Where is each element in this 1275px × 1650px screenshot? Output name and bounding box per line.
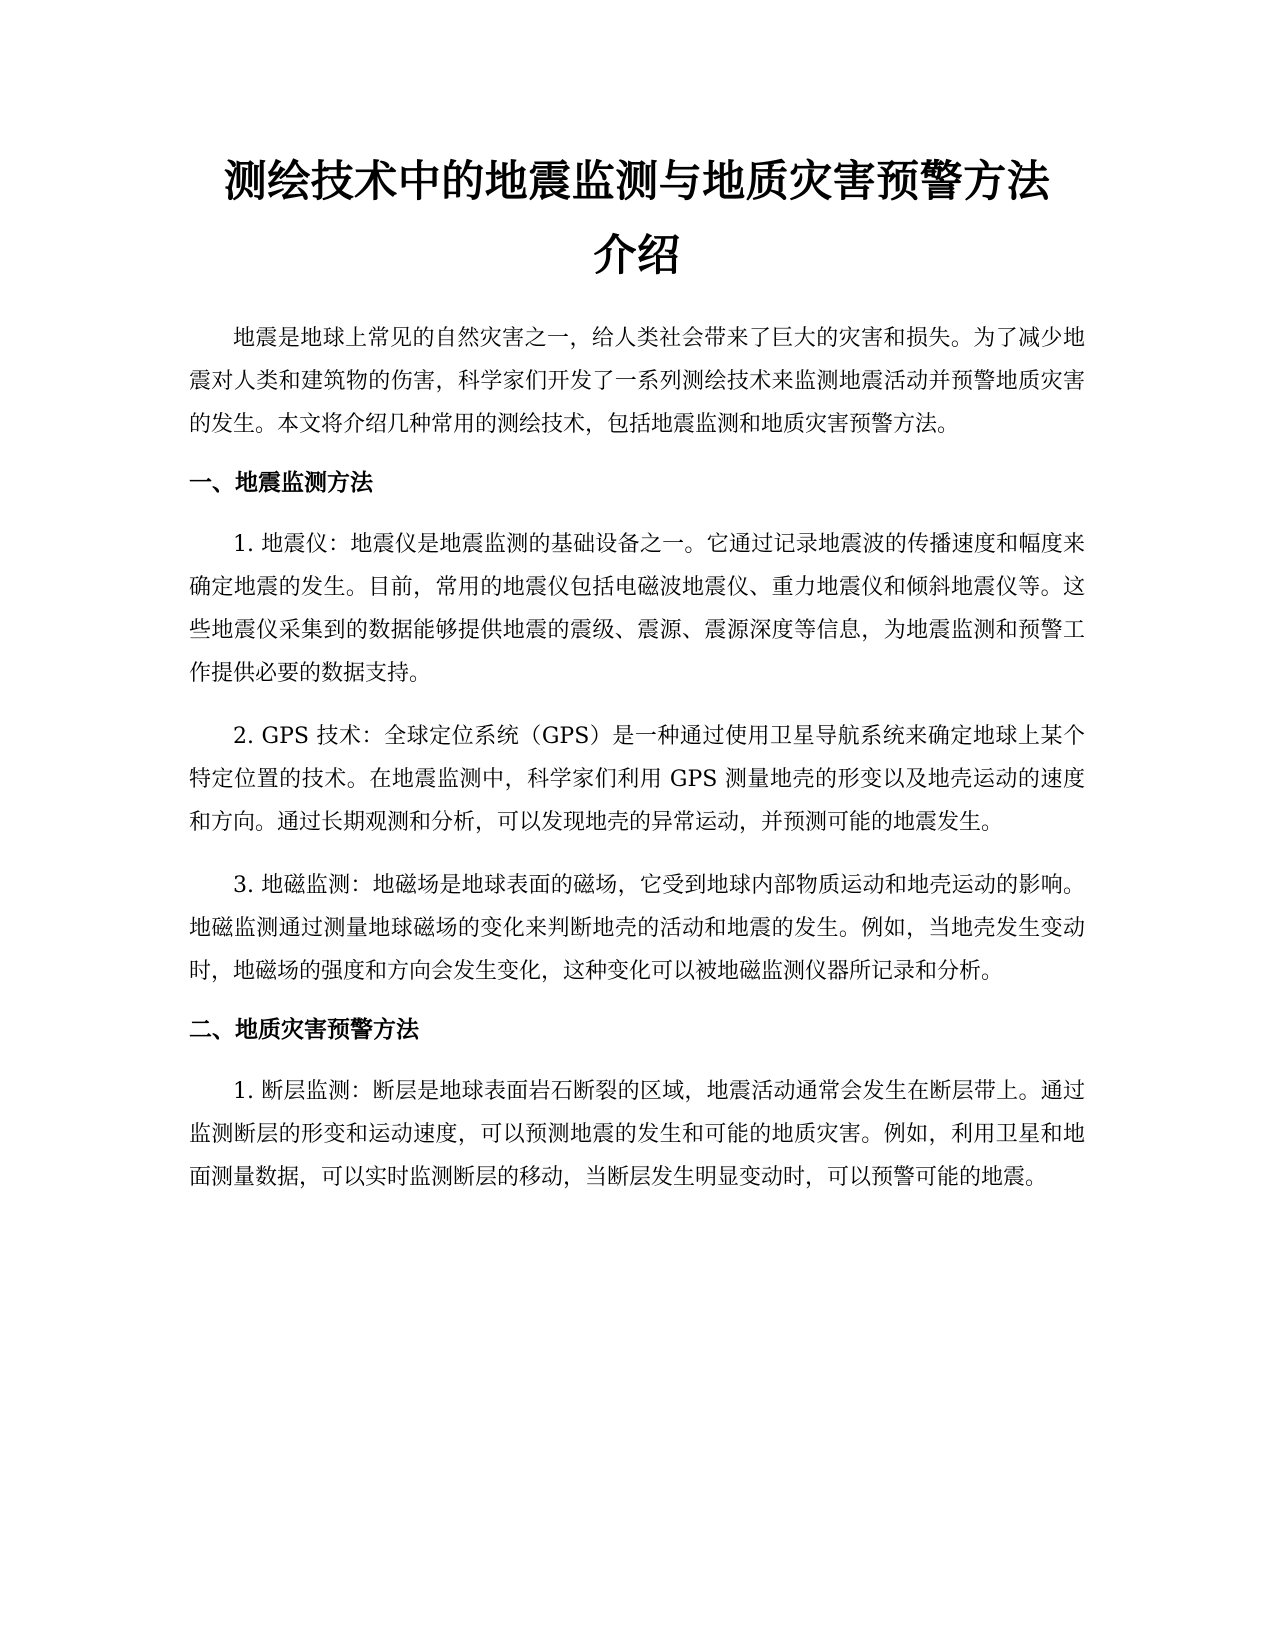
section-heading-seismic-monitoring: 一、地震监测方法 <box>189 470 373 496</box>
paragraph-gps: 2. GPS 技术：全球定位系统（GPS）是一种通过使用卫星导航系统来确定地球上某个特定位置的技术。在地震监测中，科学家们利用 GPS 测量地壳的形变以及地壳运动的速度和方向。通过长期观测和分析，可以发现地壳的异常运动，并预测可能的地震发生。 <box>189 724 1085 835</box>
paragraph-geomagnetic: 3. 地磁监测：地磁场是地球表面的磁场，它受到地球内部物质运动和地壳运动的影响。地磁监测通过测量地球磁场的变化来判断地壳的活动和地震的发生。例如，当地壳发生变动时，地磁场的强度和方向会发生变化，这种变化可以被地磁监测仪器所记录和分析。 <box>189 873 1085 984</box>
section-heading-geohazard-warning: 二、地质灾害预警方法 <box>189 1017 419 1043</box>
title-line-2: 介绍 <box>593 231 681 281</box>
document-title <box>189 145 1085 293</box>
title-line-1: 测绘技术中的地震监测与地质灾害预警方法 <box>223 157 1051 207</box>
paragraph-fault-monitoring: 1. 断层监测：断层是地球表面岩石断裂的区域，地震活动通常会发生在断层带上。通过监测断层的形变和运动速度，可以预测地震的发生和可能的地质灾害。例如，利用卫星和地面测量数据，可以实时监测断层的移动，当断层发生明显变动时，可以预警可能的地震。 <box>189 1079 1085 1190</box>
intro-paragraph: 地震是地球上常见的自然灾害之一，给人类社会带来了巨大的灾害和损失。为了减少地震对人类和建筑物的伤害，科学家们开发了一系列测绘技术来监测地震活动并预警地质灾害的发生。本文将介绍几种常用的测绘技术，包括地震监测和地质灾害预警方法。 <box>189 326 1085 437</box>
document-body <box>189 145 1085 1199</box>
paragraph-seismometer: 1. 地震仪：地震仪是地震监测的基础设备之一。它通过记录地震波的传播速度和幅度来确定地震的发生。目前，常用的地震仪包括电磁波地震仪、重力地震仪和倾斜地震仪等。这些地震仪采集到的数据能够提供地震的震级、震源、震源深度等信息，为地震监测和预警工作提供必要的数据支持。 <box>189 532 1085 686</box>
